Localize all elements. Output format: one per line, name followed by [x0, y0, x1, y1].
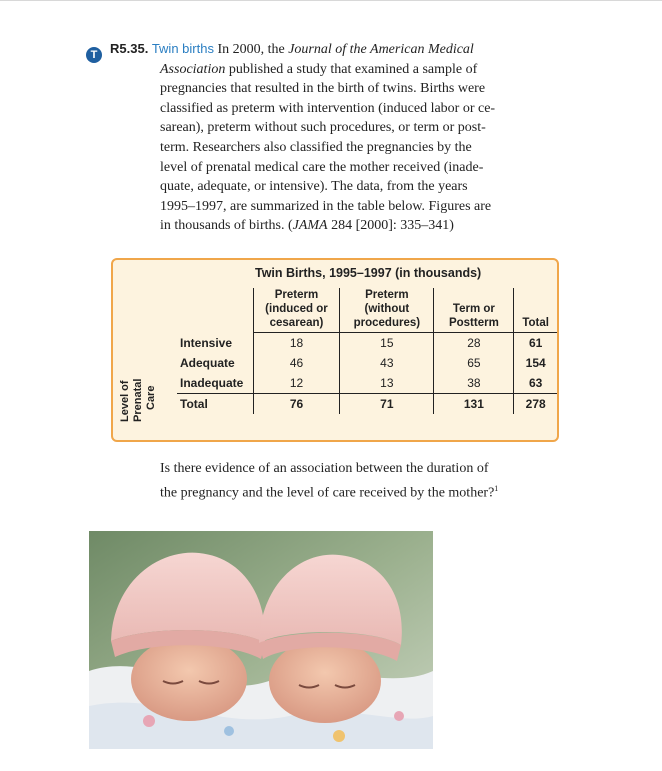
col-header-term [434, 288, 514, 333]
col2-line3: procedures) [353, 317, 421, 329]
table-cell: 43 [340, 353, 434, 373]
problem-line3: classified as preterm with intervention (induced labor or ce- [160, 100, 496, 116]
table-cell: 38 [434, 373, 514, 394]
total-row [177, 394, 557, 415]
question-line2: the pregnancy and the level of care received by the mother? [160, 485, 495, 501]
side-label-line3: Care [145, 385, 157, 410]
table-row [177, 353, 557, 373]
table-cell: 63 [528, 376, 543, 390]
problem-line6: level of prenatal medical care the mother received (inade- [160, 159, 484, 175]
total-cell: 76 [253, 394, 340, 415]
table-cell: 154 [525, 356, 546, 370]
question-text [160, 459, 560, 503]
col-header-preterm-induced [253, 288, 340, 333]
question-line2-wrap [160, 479, 560, 503]
table-cell: 28 [434, 333, 514, 354]
total-cell: 131 [434, 394, 514, 415]
problem-topic: Twin births [151, 41, 214, 56]
side-label-line2: Prenatal [132, 378, 144, 422]
problem-line4: sarean), preterm without such procedures, or term or post- [160, 120, 486, 136]
table-title: Twin Births, 1995–1997 (in thousands) [255, 266, 482, 280]
table-row [177, 333, 557, 354]
row-label-total: Total [177, 394, 253, 415]
col1-line3: cesarean) [269, 317, 324, 329]
table-row [177, 373, 557, 394]
col-header-total [514, 288, 557, 333]
problem-line2: pregnancies that resulted in the birth of twins. Births were [160, 81, 486, 97]
footnote-marker: 1 [494, 483, 499, 493]
problem-line8: 1995–1997, are summarized in the table below. Figures are [160, 198, 492, 214]
side-label-line1: Level of [119, 380, 131, 422]
table-cell: 12 [253, 373, 340, 394]
problem-line1: published a study that examined a sample of [228, 61, 478, 77]
question-line1: Is there evidence of an association between the duration of [160, 461, 489, 476]
problem-line7: quate, adequate, or intensive). The data, from the years [160, 179, 468, 195]
total-cell: 71 [340, 394, 434, 415]
table-cell: 15 [340, 333, 434, 354]
table-cell: 18 [253, 333, 340, 354]
row-label-adequate: Adequate [180, 356, 235, 370]
problem-line9 [110, 216, 545, 236]
table-cell: 13 [340, 373, 434, 394]
twins-photo [89, 531, 433, 749]
technology-badge-icon: T [86, 47, 102, 63]
row-label-intensive: Intensive [180, 335, 233, 350]
col1-line1: Preterm [274, 289, 319, 301]
table-cell: 46 [253, 353, 340, 373]
twins-photo-illustration [89, 531, 433, 749]
problem-text [110, 40, 545, 236]
twin-births-table [177, 288, 557, 414]
total-cell: 278 [514, 394, 557, 415]
citation-post: 284 [2000]: 335–341) [327, 218, 454, 234]
row-label-inadequate: Inadequate [180, 376, 244, 390]
col2-line1: Preterm [365, 289, 409, 301]
col-header-preterm-without [340, 288, 434, 333]
table-cell: 61 [528, 336, 543, 350]
journal-name: Journal of the American Medical [288, 42, 474, 57]
citation-pre: in thousands of births. ( [160, 218, 293, 234]
side-label [119, 348, 163, 424]
col2-line2: (without [364, 303, 410, 315]
problem-number: R5.35. [110, 41, 149, 56]
twin-births-table-box [111, 258, 559, 442]
col1-line2: (induced or [265, 303, 328, 315]
problem-line0: In 2000, the [213, 42, 289, 57]
header-row [177, 288, 557, 333]
problem-line5: term. Researchers also classified the pregnancies by the [160, 139, 472, 155]
page-top-rule [0, 0, 662, 1]
col4-line1: Total [522, 317, 549, 329]
table-cell: 65 [434, 353, 514, 373]
col3-line1: Term or [452, 303, 495, 315]
journal-name-cont: Association [160, 61, 226, 77]
citation-journal: JAMA [292, 218, 328, 234]
col3-line2: Postterm [448, 317, 499, 329]
